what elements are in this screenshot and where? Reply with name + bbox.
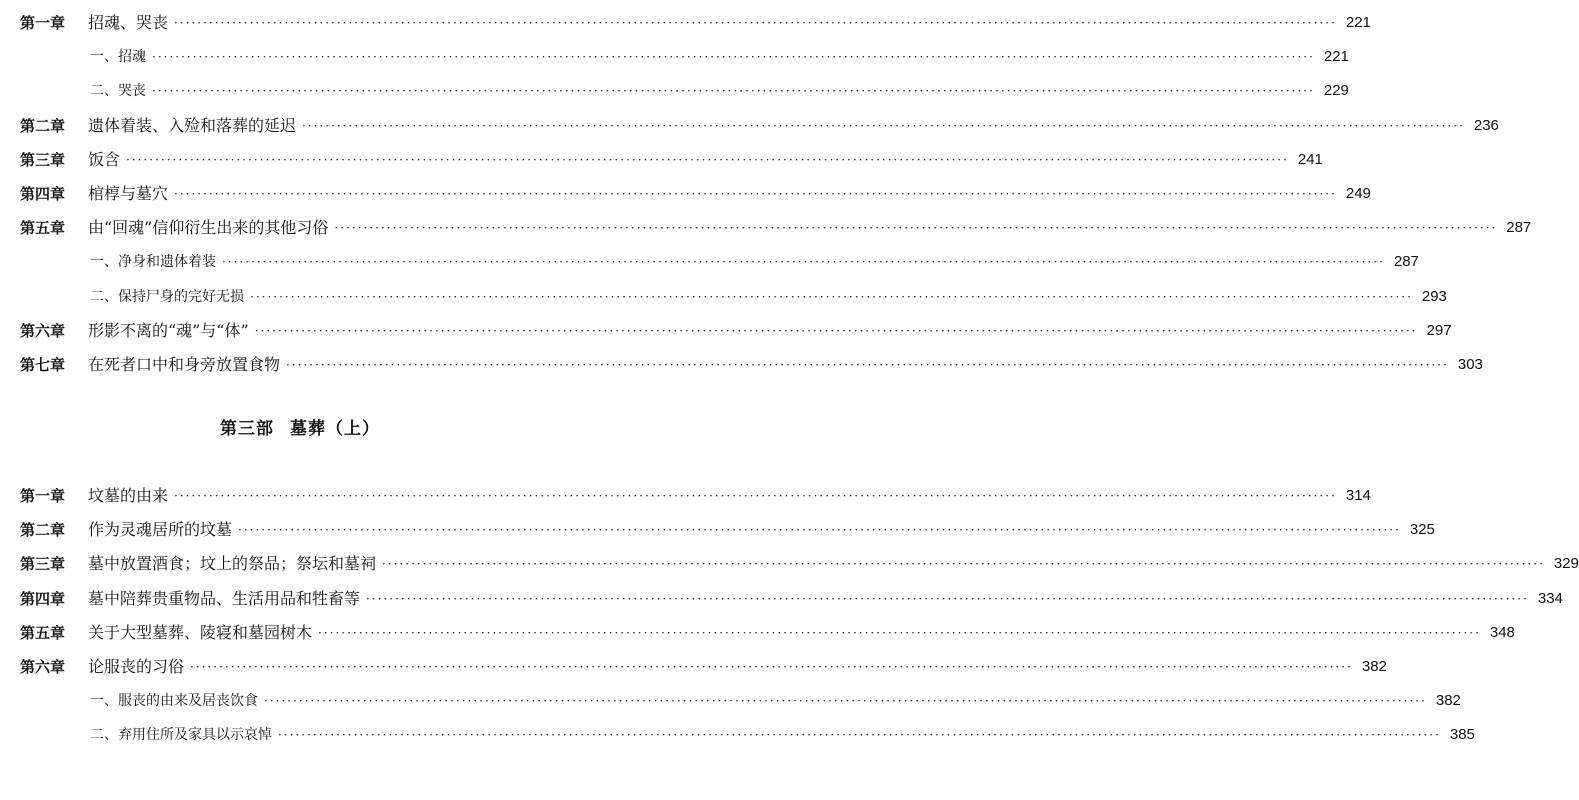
chapter-label: 第五章	[20, 219, 66, 238]
entry-title: 一、服丧的由来及居丧饮食	[90, 693, 258, 710]
entry-title: 在死者口中和身旁放置食物	[88, 355, 281, 374]
chapter-label: 第一章	[20, 487, 66, 505]
leader-dots: ········································································································································································································	[174, 16, 1337, 30]
page-number: 221	[1345, 14, 1371, 31]
toc-entry[interactable]	[0, 618, 1515, 648]
page-number: 241	[1297, 150, 1323, 168]
chapter-label: 第五章	[20, 623, 66, 642]
leader-dots: ········································································································································································································	[126, 152, 1289, 167]
toc-subentry[interactable]	[0, 686, 1461, 716]
entry-title: 作为灵魂居所的坟墓	[88, 520, 233, 540]
entry-title: 招魂、哭丧	[88, 13, 169, 32]
leader-dots: ········································································································································································································	[222, 255, 1385, 270]
page-number: 229	[1323, 82, 1349, 100]
leader-dots: ········································································································································································································	[286, 358, 1449, 372]
leader-dots: ········································································································································································································	[318, 625, 1481, 640]
chapter-label: 第四章	[20, 589, 66, 608]
entry-title: 二、哭丧	[90, 83, 146, 100]
toc-entry[interactable]	[0, 584, 1563, 614]
leader-dots: ········································································································································································································	[190, 660, 1353, 674]
page-number: 334	[1537, 589, 1563, 607]
entry-title: 遗体着装、入殓和落葬的延迟	[88, 115, 297, 135]
page-number: 293	[1421, 287, 1447, 305]
page-number: 382	[1361, 658, 1387, 675]
leader-dots: ········································································································································································································	[152, 50, 1315, 65]
entry-title: 一、招魂	[90, 49, 146, 66]
leader-dots: ········································································································································································································	[238, 523, 1401, 538]
toc-subentry[interactable]	[0, 720, 1475, 750]
page-number: 287	[1506, 219, 1532, 237]
page-number: 382	[1435, 692, 1461, 710]
chapter-label: 第六章	[20, 321, 66, 340]
chapter-label: 第三章	[20, 150, 66, 169]
page-number: 236	[1473, 116, 1499, 134]
page-number: 287	[1393, 253, 1419, 271]
page-number: 325	[1409, 521, 1435, 539]
leader-dots: ········································································································································································································	[278, 728, 1441, 743]
part-label: 第三部	[220, 419, 274, 439]
entry-title: 饭含	[88, 149, 121, 169]
leader-dots: ········································································································································································································	[302, 118, 1465, 133]
page-number: 348	[1489, 623, 1515, 641]
entry-title: 由“回魂”信仰衍生出来的其他习俗	[88, 218, 329, 238]
entry-title: 坟墓的由来	[88, 486, 169, 505]
toc-entry[interactable]	[0, 145, 1323, 175]
entry-title: 二、弃用住所及家具以示哀悼	[90, 727, 272, 744]
leader-dots: ········································································································································································································	[250, 289, 1413, 304]
page-number: 385	[1449, 726, 1475, 744]
page-number: 249	[1345, 185, 1371, 202]
leader-dots: ········································································································································································································	[174, 489, 1337, 503]
entry-title: 棺椁与墓穴	[88, 184, 169, 203]
chapter-label: 第三章	[20, 555, 66, 574]
page-number: 303	[1457, 356, 1483, 373]
toc-entry[interactable]	[0, 652, 1387, 682]
toc-subentry[interactable]	[0, 282, 1447, 312]
entry-title: 关于大型墓葬、陵寝和墓园树木	[88, 622, 313, 642]
page-number: 221	[1323, 48, 1349, 66]
toc-entry[interactable]	[0, 213, 1532, 243]
leader-dots: ········································································································································································································	[254, 323, 1418, 338]
leader-dots: ········································································································································································································	[264, 694, 1427, 709]
toc-entry[interactable]	[0, 179, 1371, 209]
toc-entry[interactable]	[0, 111, 1499, 141]
page-number: 314	[1345, 487, 1371, 504]
leader-dots: ········································································································································································································	[366, 591, 1529, 606]
toc-entry[interactable]	[0, 481, 1371, 511]
entry-title: 论服丧的习俗	[88, 657, 185, 676]
page-number: 329	[1553, 555, 1579, 573]
chapter-label: 第二章	[20, 521, 66, 540]
leader-dots: ········································································································································································································	[334, 221, 1498, 236]
entry-title: 墓中陪葬贵重物品、生活用品和牲畜等	[88, 588, 361, 608]
toc-subentry[interactable]	[0, 76, 1349, 106]
toc-entry[interactable]	[0, 549, 1579, 579]
chapter-label: 第六章	[20, 658, 66, 676]
leader-dots: ········································································································································································································	[152, 84, 1315, 99]
chapter-label: 第一章	[20, 14, 66, 32]
part-name: 墓葬（上）	[290, 419, 380, 439]
toc-subentry[interactable]	[0, 247, 1419, 277]
toc-entry[interactable]	[0, 515, 1435, 545]
page-number: 297	[1426, 321, 1452, 339]
toc-entry[interactable]	[0, 316, 1452, 346]
toc-subentry[interactable]	[0, 42, 1349, 72]
entry-title: 形影不离的“魂”与“体”	[88, 320, 249, 340]
chapter-label: 第二章	[20, 116, 66, 135]
entry-title: 一、净身和遗体着装	[90, 254, 216, 271]
chapter-label: 第七章	[20, 356, 66, 374]
entry-title: 二、保持尸身的完好无损	[90, 288, 244, 305]
entry-title: 墓中放置酒食；坟上的祭品；祭坛和墓祠	[88, 554, 377, 574]
chapter-label: 第四章	[20, 185, 66, 203]
toc-entry[interactable]	[0, 350, 1483, 380]
leader-dots: ········································································································································································································	[174, 187, 1337, 201]
toc-entry[interactable]	[0, 8, 1371, 38]
leader-dots: ········································································································································································································	[382, 557, 1545, 572]
part-heading	[0, 414, 600, 439]
